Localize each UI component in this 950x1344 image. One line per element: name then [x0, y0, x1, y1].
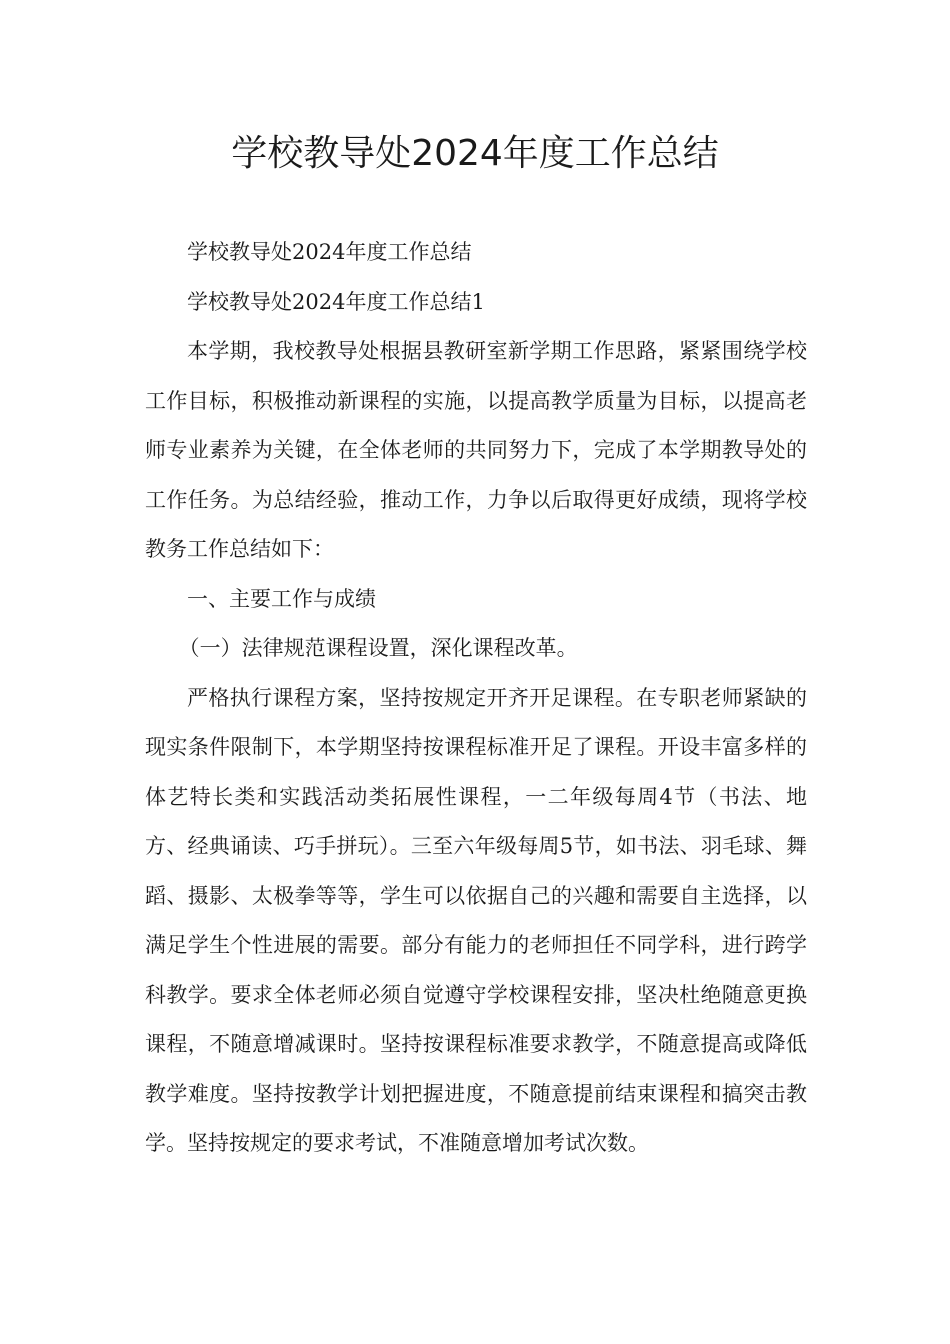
- subsection-heading: （一）法律规范课程设置，深化课程改革。: [178, 636, 578, 660]
- document-title: 学校教导处2024年度工作总结: [231, 133, 719, 174]
- document-body: [145, 228, 807, 1169]
- paragraph-subtitle: 学校教导处2024年度工作总结1: [187, 289, 485, 314]
- section-heading: 一、主要工作与成绩: [187, 586, 376, 611]
- paragraph-heading-repeat: 学校教导处2024年度工作总结: [187, 240, 472, 264]
- paragraph-intro: 本学期，我校教导处根据县教研室新学期工作思路，紧紧围绕学校工作目标，积极推动新课程的实施，以提高教学质量为目标，以提高老师专业素养为关键，在全体老师的共同努力下，完成了本学期教导处的工作任务。为总结经验，推动工作，力争以后取得更好成绩，现将学校教务工作总结如下：: [145, 339, 807, 561]
- paragraph-curriculum: 严格执行课程方案，坚持按规定开齐开足课程。在专职老师紧缺的现实条件限制下，本学期坚持按课程标准开足了课程。开设丰富多样的体艺特长类和实践活动类拓展性课程，一二年级每周4节（书法、地方、经典诵读、巧手拼玩）。三至六年级每周5节，如书法、羽毛球、舞蹈、摄影、太极拳等等，学生可以依据自己的兴趣和需要自主选择，以满足学生个性进展的需要。部分有能力的老师担任不同学科，进行跨学科教学。要求全体老师必须自觉遵守学校课程安排，坚决杜绝随意更换课程，不随意增减课时。坚持按课程标准要求教学，不随意提高或降低教学难度。坚持按教学计划把握进度，不随意提前结束课程和搞突击教学。坚持按规定的要求考试，不准随意增加考试次数。: [145, 685, 807, 1155]
